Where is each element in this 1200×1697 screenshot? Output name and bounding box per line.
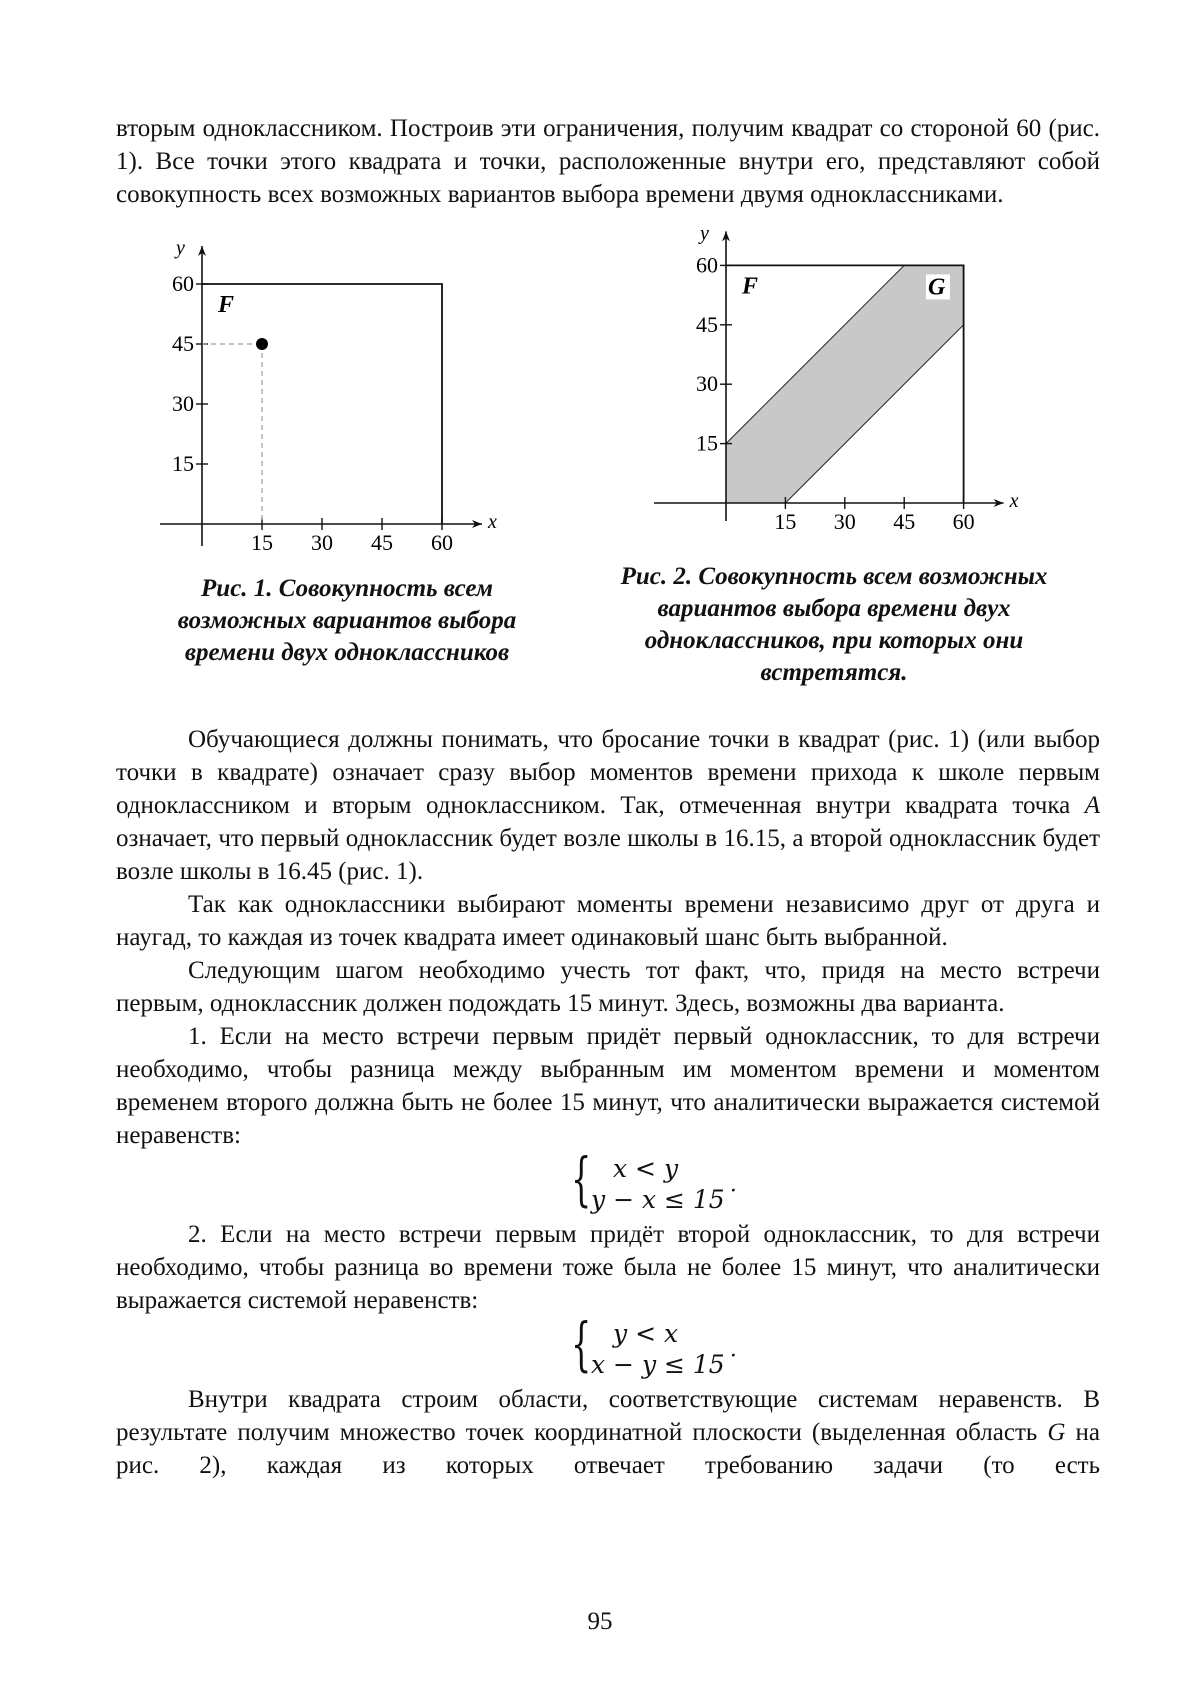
system-2-line-2: x − y ≤ 15˙ [591, 1350, 738, 1379]
inequality-system-1 [116, 1145, 1100, 1218]
figure-2 [678, 211, 1048, 541]
figure-2-plot [678, 211, 1048, 541]
paragraph-2-text-a: Обучающиеся должны понимать, что бросание точки в квадрат (рис. 1) (или выбор точки в квадрате) означает сразу выбор моментов времени прихода к школе первым одноклассником и вторым одноклассником. Так, отмеченная внутри квадрата точка [116, 726, 1100, 819]
figure-1 [166, 219, 526, 555]
x-tick-label-45: 45 [371, 530, 393, 555]
system-brace: { [571, 1145, 592, 1213]
figure-1-caption: Рис. 1. Совокупность всем возможных вариантов выбора времени двух одноклассников [177, 575, 517, 666]
y-axis-label: y [176, 237, 185, 259]
region-f-label: F [742, 273, 759, 300]
point-a-label: A [1084, 792, 1100, 819]
square-boundary [202, 284, 442, 524]
region-g-label: G [927, 274, 946, 301]
paragraph-2 [116, 723, 1100, 888]
region-g-ref: G [1047, 1419, 1066, 1446]
system-1-line-2: y − x ≤ 15˙ [591, 1185, 738, 1214]
x-tick-label-60: 60 [431, 530, 453, 555]
paragraph-7-text-a: Внутри квадрата строим области, соответствующие системам неравенств. В результате получим множество точек координатной плоскости (выделенная область [116, 1386, 1100, 1446]
paragraph-3: Так как одноклассники выбирают моменты времени независимо друг от друга и наугад, то каждая из точек квадрата имеет одинаковый шанс быть выбранной. [116, 891, 1100, 951]
x-tick-label-45: 45 [893, 509, 916, 534]
y-tick-label-30: 30 [696, 371, 718, 397]
system-brace: { [571, 1310, 592, 1378]
y-tick-label-60: 60 [696, 252, 718, 278]
y-tick-label-60: 60 [172, 271, 194, 296]
paragraph-5: 1. Если на место встречи первым придёт первый одноклассник, то для встречи необходимо, чтобы разница между выбранным им моментом времени и моментом временем второго должна быть не более 15 минут, что аналитически выражается системой неравенств: [116, 1023, 1100, 1149]
y-tick-label-15: 15 [696, 430, 718, 456]
x-axis-label: x [488, 511, 497, 533]
figures-row [116, 211, 1100, 723]
figure-2-caption: Рис. 2. Совокупность всем возможных вариантов выбора времени двух одноклассников, при которых они встретятся. [620, 563, 1048, 686]
x-axis-label: x [1009, 490, 1019, 512]
region-g-fill [726, 265, 964, 503]
system-2-line-1: y < x [613, 1319, 679, 1348]
inequality-system-2 [116, 1310, 1100, 1383]
region-f-label: F [218, 292, 235, 318]
paragraph-6: 2. Если на место встречи первым придёт второй одноклассник, то для встречи необходимо, чтобы разница во времени тоже была не более 15 минут, что аналитически выражается системой неравенств: [116, 1221, 1100, 1314]
x-tick-label-60: 60 [952, 509, 975, 534]
y-axis-label: y [700, 222, 709, 245]
paragraph-1: вторым одноклассником. Построив эти ограничения, получим квадрат со стороной 60 (рис. 1). Все точки этого квадрата и точки, расположенные внутри его, представляют собой совокупность всех возможных вариантов выбора времени двумя одноклассниками. [116, 115, 1100, 208]
x-tick-label-15: 15 [251, 530, 273, 555]
page-number: 95 [587, 1608, 613, 1635]
y-tick-label-45: 45 [696, 311, 718, 337]
paragraph-2-text-b: означает, что первый одноклассник будет возле школы в 16.15, а второй одноклассник будет возле школы в 16.45 (рис. 1). [116, 825, 1100, 885]
y-tick-label-30: 30 [172, 391, 194, 416]
figure-1-plot [166, 219, 526, 555]
paragraph-7 [116, 1383, 1100, 1482]
x-tick-label-15: 15 [774, 509, 797, 534]
system-1-line-1: x < y [613, 1154, 679, 1183]
page-body [116, 112, 1100, 1482]
point-a [256, 338, 268, 350]
paragraph-7-text-b: на рис. 2), каждая из которых отвечает требованию задачи (то есть [116, 1419, 1100, 1479]
x-tick-label-30: 30 [833, 509, 856, 534]
y-tick-label-45: 45 [172, 331, 194, 356]
x-tick-label-30: 30 [311, 530, 333, 555]
paragraph-4: Следующим шагом необходимо учесть тот факт, что, придя на место встречи первым, одноклассник должен подождать 15 минут. Здесь, возможны два варианта. [116, 957, 1100, 1017]
y-tick-label-15: 15 [172, 451, 194, 476]
